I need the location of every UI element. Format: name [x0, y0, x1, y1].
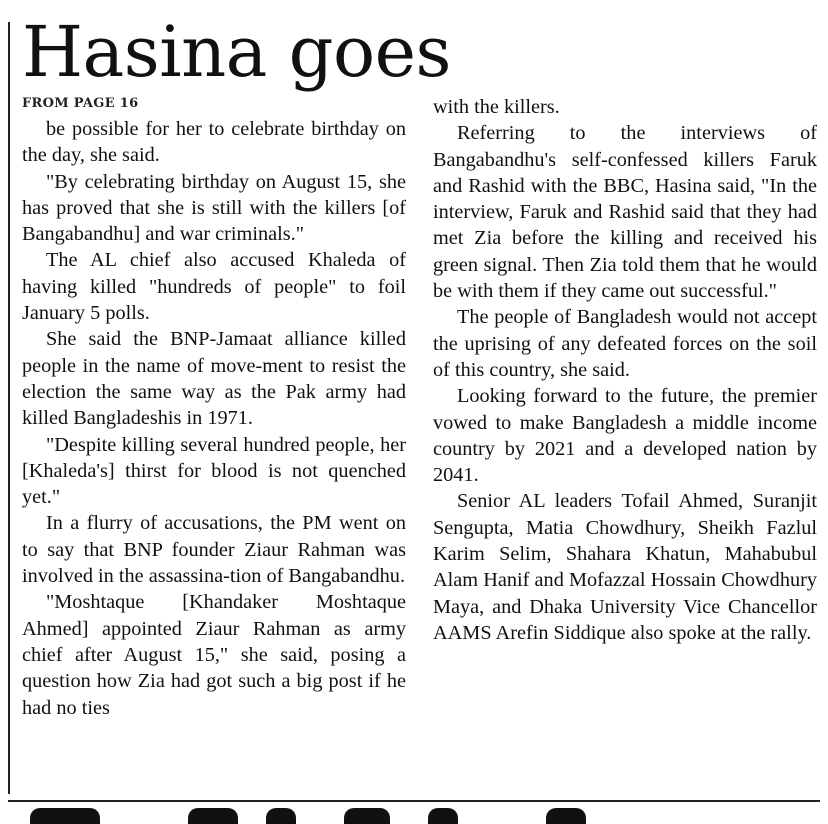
column-rule-left — [8, 22, 10, 794]
paragraph: Looking forward to the future, the premier vowed to make Bangladesh a middle income country by 2021 and a developed nation by 2041. — [433, 385, 817, 487]
glyph-fragment — [344, 808, 390, 824]
glyph-fragment — [30, 808, 100, 824]
glyph-fragment — [266, 808, 296, 824]
paragraph: with the killers. — [433, 96, 560, 118]
paragraph: In a flurry of accusations, the PM went on to say that BNP founder Ziaur Rahman was involved in the assassina-tion of Bangabandhu. — [22, 512, 406, 588]
paragraph: The people of Bangladesh would not accept the uprising of any defeated forces on the soil of this country, she said. — [433, 306, 817, 381]
headline: Hasina goes — [22, 11, 451, 93]
article-column-right — [433, 94, 817, 646]
glyph-fragment — [546, 808, 586, 824]
next-headline-fragment — [20, 808, 820, 824]
paragraph: Referring to the interviews of Bangabandhu's self-confessed killers Faruk and Rashid with the BBC, Hasina said, "In the interview, Faruk and Rashid said that they had met Zia before the killing and received his green signal. Then Zia told them that he would be with them if they came out successful." — [433, 122, 817, 303]
paragraph: "Despite killing several hundred people, her [Khaleda's] thirst for blood is not quenched yet." — [22, 433, 406, 509]
paragraph: "By celebrating birthday on August 15, she has proved that she is still with the killers [of Bangabandhu] and war criminals." — [22, 170, 406, 246]
glyph-fragment — [188, 808, 238, 824]
paragraph: be possible for her to celebrate birthday on the day, she said. — [22, 118, 406, 167]
paragraph: "Moshtaque [Khandaker Moshtaque Ahmed] appointed Ziaur Rahman as army chief after August 15," she said, posing a question how Zia had got such a big post if he had no ties — [22, 591, 406, 719]
jump-line: FROM PAGE 16 — [22, 96, 139, 111]
paragraph: Senior AL leaders Tofail Ahmed, Suranjit Sengupta, Matia Chowdhury, Sheikh Fazlul Karim Selim, Shahara Khatun, Mahabubul Alam Hanif and Mofazzal Hossain Chowdhury Maya, and Dhaka University Vice Chancellor AAMS Arefin Siddique also spoke at the rally. — [433, 490, 817, 644]
section-rule-bottom — [8, 800, 820, 802]
paragraph: The AL chief also accused Khaleda of having killed "hundreds of people" to foil January 5 polls. — [22, 249, 406, 325]
paragraph: She said the BNP-Jamaat alliance killed people in the name of move-ment to resist the election the same way as the Pak army had killed Bangladeshis in 1971. — [22, 328, 406, 430]
article-column-left — [22, 116, 406, 721]
glyph-fragment — [428, 808, 458, 824]
